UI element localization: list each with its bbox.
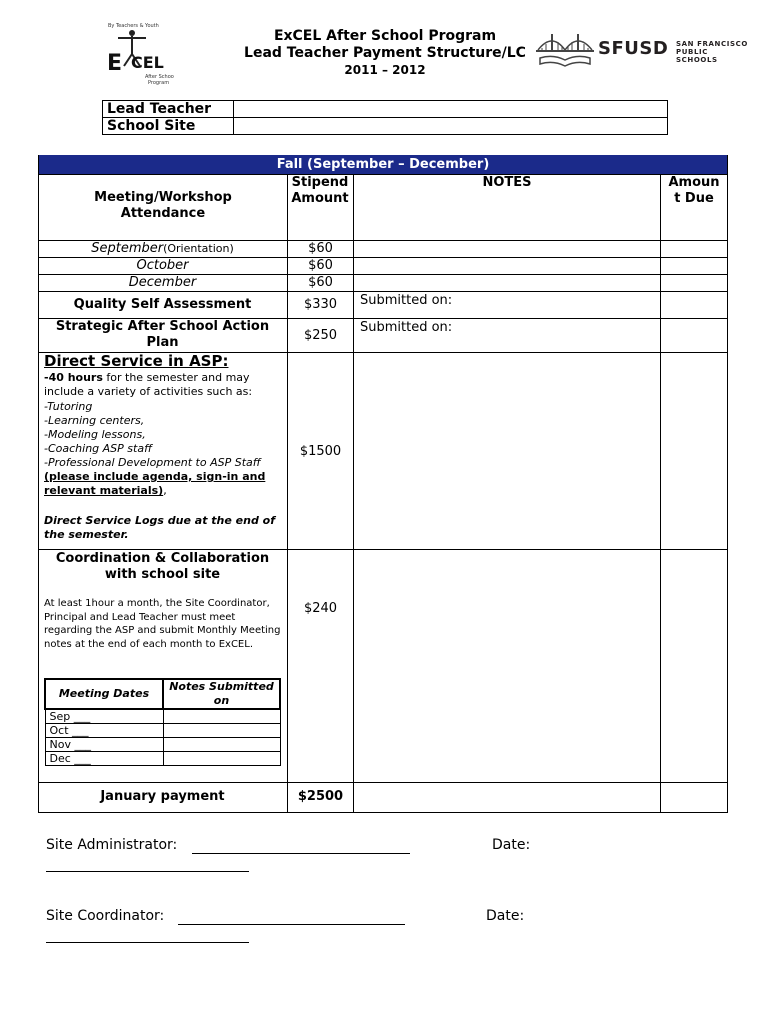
title-block [210,28,560,79]
direct-service-block [44,353,284,542]
grid-line [38,549,728,550]
mini-notes-field[interactable] [163,709,280,724]
col-header-stipend: Stipend Amount [291,175,349,206]
qsa-amount: $330 [303,297,338,312]
lead-teacher-row [103,101,668,118]
site-admin-date-label: Date: [492,837,531,853]
svg-text:CEL: CEL [131,53,164,72]
direct-item: -Tutoring [44,400,93,413]
svg-text:Program: Program [148,80,170,86]
site-coord-date-label: Date: [486,908,525,924]
section-title: Fall (September – December) [38,155,728,174]
sfusd-logo-text: SFUSD [598,38,669,59]
lead-teacher-field[interactable] [234,101,668,118]
direct-hours: -40 hours [44,371,103,384]
site-admin-label: Site Administrator: [46,837,178,853]
mini-row [45,709,280,724]
direct-item: -Modeling lessons, [44,428,146,441]
meeting-amount: $60 [308,241,333,256]
meeting-month: October [136,258,189,273]
mini-month: Oct ___ [45,724,163,738]
grid-line [353,174,354,813]
direct-item: -Coaching ASP staff [44,442,153,455]
meeting-month: September [91,241,164,256]
svg-text:By Teachers & Youth: By Teachers & Youth [108,23,159,29]
sfusd-logo [598,38,748,64]
direct-include-note: (please include agenda, sign-in and relevant materials) [44,470,266,497]
mini-row [45,738,280,752]
site-coord-date-line[interactable] [46,942,249,943]
direct-item: -Learning centers, [44,414,145,427]
program-subtitle: Lead Teacher Payment Structure/LC [244,45,526,61]
jan-payment-label: January payment [100,789,225,804]
program-title: ExCEL After School Program [273,28,497,44]
direct-amount: $1500 [299,444,342,459]
coord-title: Coordination & Collaboration with school site [55,551,270,582]
site-coord-label: Site Coordinator: [46,908,165,924]
mini-col-notes: Notes Submitted on [163,679,280,709]
mini-month: Nov ___ [45,738,163,752]
mini-notes-field[interactable] [163,752,280,766]
school-site-row [103,118,668,135]
excel-logo [104,18,174,92]
bridge-book-logo-icon [536,26,594,70]
mini-row [45,724,280,738]
meeting-month: December [128,275,197,290]
direct-item-last [44,456,284,498]
meeting-amount: $60 [308,275,333,290]
col-header-notes: NOTES [482,175,532,190]
mini-month: Dec ___ [45,752,163,766]
sfusd-logo-subtext: SAN FRANCISCO PUBLIC SCHOOLS [676,40,748,64]
mini-row [45,752,280,766]
sasap-label: Strategic After School Action Plan [55,319,270,350]
school-site-field[interactable] [234,118,668,135]
meeting-note: (Orientation) [163,242,234,255]
grid-line [38,291,728,292]
direct-desc-text: for the semester and may include a variety of activities such as: [44,371,253,398]
meeting-row-september [38,241,287,257]
sasap-amount: $250 [303,328,338,343]
grid-line [38,812,728,813]
direct-comma: , [163,484,167,497]
jan-payment-amount: $2500 [297,789,344,804]
coord-desc: At least 1hour a month, the Site Coordinator, Principal and Lead Teacher must meet regarding the ASP and submit Monthly Meeting notes at the end of each month to ExCEL. [44,598,281,650]
svg-text:E: E [107,51,123,76]
site-admin-signature-line[interactable] [192,853,410,854]
direct-item: -Professional Development to ASP Staff [44,456,261,469]
qsa-label: Quality Self Assessment [73,297,252,312]
mini-col-dates: Meeting Dates [45,679,163,709]
sasap-notes: Submitted on: [360,320,453,335]
school-site-label: School Site [103,118,234,135]
payment-grid [38,155,728,813]
info-table [102,100,668,135]
col-header-amount-due: Amount Due [668,175,720,206]
col-header-attendance: Meeting/Workshop Attendance [94,190,232,221]
meeting-dates-table [44,678,281,766]
qsa-notes: Submitted on: [360,293,453,308]
direct-logs-note: Direct Service Logs due at the end of the semester. [44,514,275,541]
direct-service-desc [44,371,284,399]
program-years: 2011 – 2012 [344,63,426,77]
grid-line [660,174,661,813]
site-admin-date-line[interactable] [46,871,249,872]
site-coord-signature-line[interactable] [178,924,405,925]
grid-line [38,782,728,783]
mini-table-header [45,679,280,709]
meeting-amount: $60 [308,258,333,273]
mini-notes-field[interactable] [163,724,280,738]
mini-month: Sep ___ [45,709,163,724]
grid-line [727,155,728,813]
mini-notes-field[interactable] [163,738,280,752]
svg-text:After School: After School [145,74,174,80]
direct-service-title: Direct Service in ASP: [44,352,229,370]
coord-amount: $240 [303,601,338,616]
lead-teacher-label: Lead Teacher [103,101,234,118]
